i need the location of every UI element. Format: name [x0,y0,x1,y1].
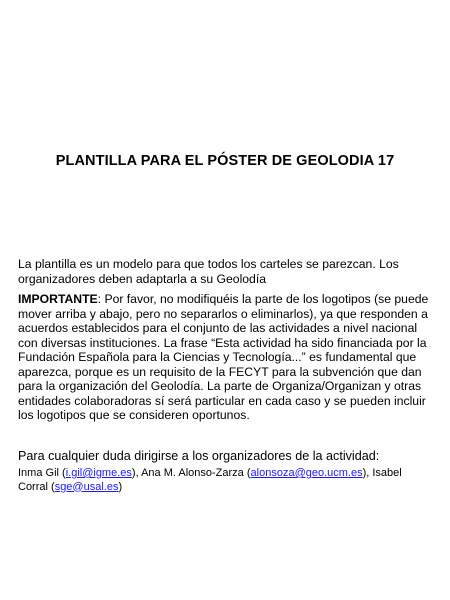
contact-email-link[interactable]: alonsoza@geo.ucm.es [250,467,363,479]
contact-email-link[interactable]: sge@usal.es [54,480,119,493]
contact-name: Isabel Corral [18,467,402,493]
contact-list: Inma Gil (i.gil@igme.es), Ana M. Alonso-Zarza (alonsoza@geo.ucm.es), Isabel Corral (sge@usal.es) [18,467,402,493]
important-label: IMPORTANTE [18,292,98,306]
instructions-block [18,257,434,494]
contact-name: Ana M. Alonso-Zarza [141,467,244,479]
intro-paragraph: La plantilla es un modelo para que todos los carteles se parezcan. Los organizadores deben adaptarla a su Geolodía [18,257,399,286]
contact-email-link[interactable]: i.gil@igme.es [65,467,132,479]
important-text: : Por favor, no modifiquéis la parte de los logotipos (se puede mover arriba y abajo, pero no separarlos o eliminarlos), ya que responden a acuerdos establecidos para el conjunto de las actividades a nivel nacional con diversas instituciones. La frase “Esta actividad ha sido financiada por la Fundación Española para la Ciencias y Tecnología...” es fundamental que aparezca, porque es un requisito de la FECYT para la subvención que dan para la organización del Geolodía. La parte de Organiza/Organizan y otras entidades colaboradoras sí será particular en cada caso y se pueden incluir los logotipos que se consideren oportunos. [18,292,429,422]
important-paragraph [18,292,434,423]
page-title: PLANTILLA PARA EL PÓSTER DE GEOLODIA 17 [55,153,395,169]
contact-name: Inma Gil [18,467,59,479]
contact-heading: Para cualquier duda dirigirse a los organizadores de la actividad: [18,448,380,463]
